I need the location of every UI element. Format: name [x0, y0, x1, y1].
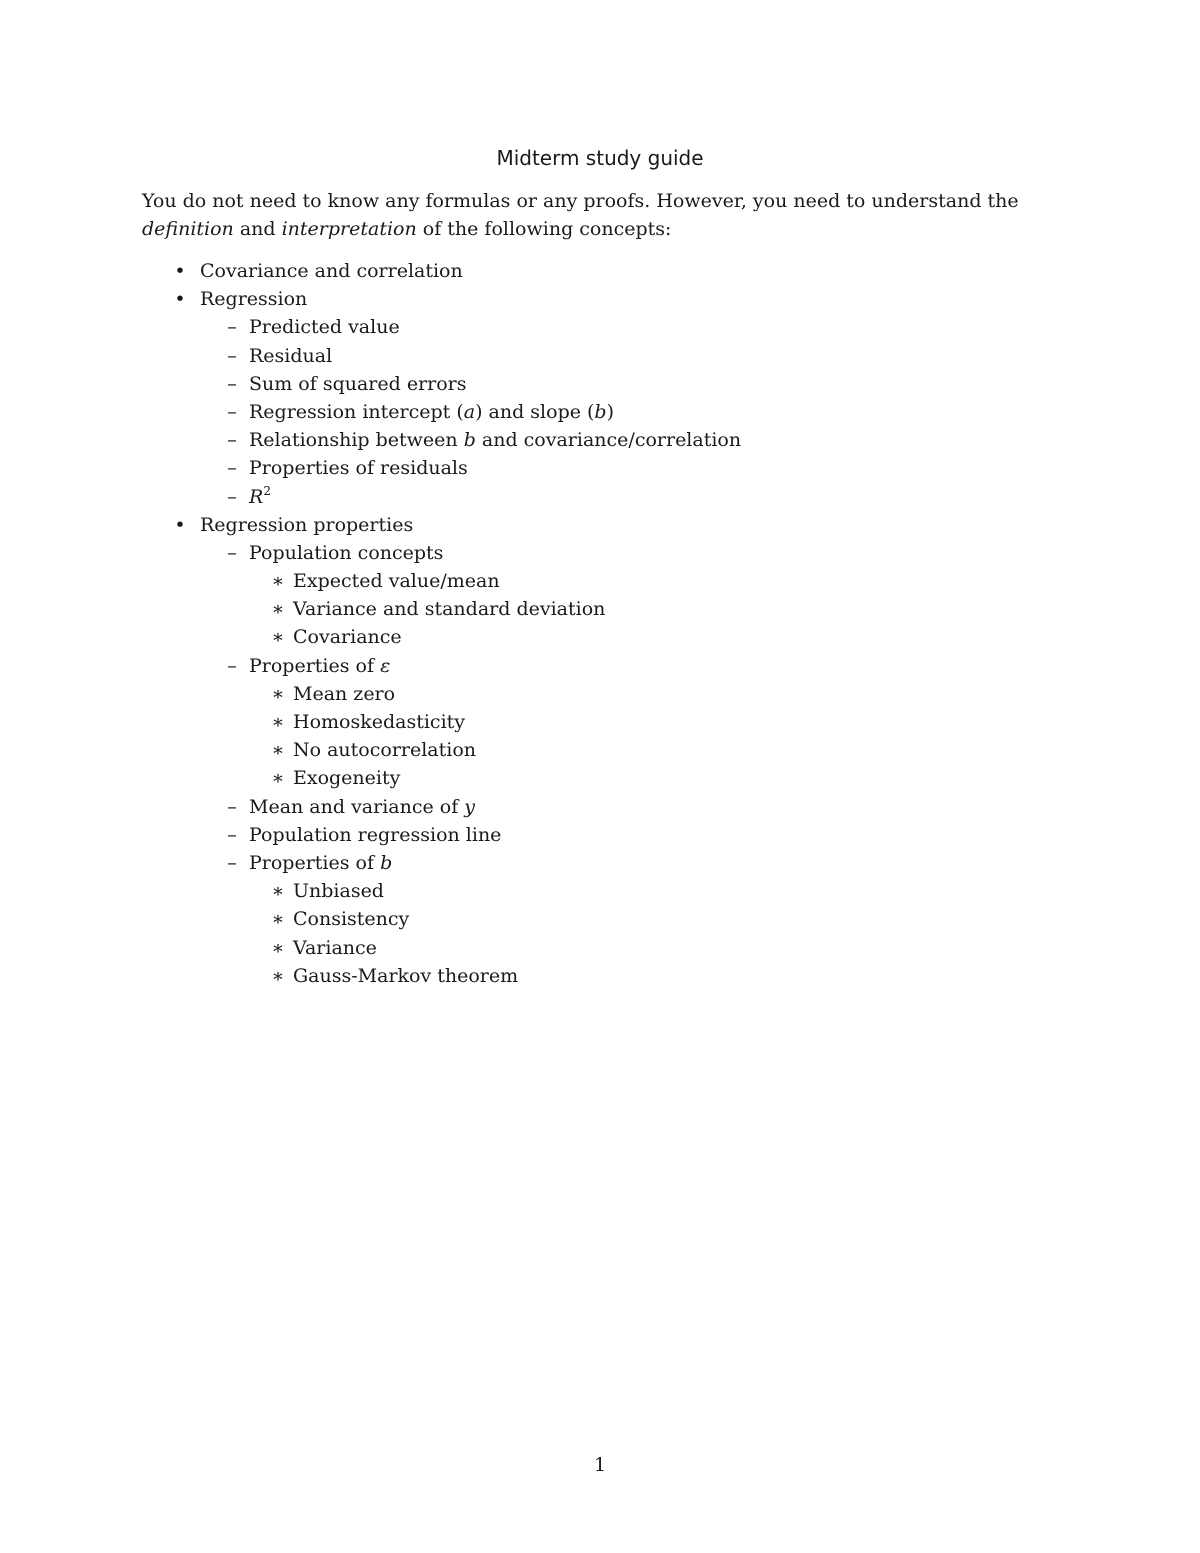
page-number: 1: [593, 1454, 607, 1476]
item-relationship-b: [249, 426, 741, 454]
item-variance-sd: Variance and standard deviation: [293, 598, 606, 621]
list-item: [142, 623, 1072, 651]
list-item: [142, 398, 1072, 426]
item-sum-squared-errors: Sum of squared errors: [249, 372, 467, 395]
list-item: [142, 595, 1072, 623]
dash-marker: –: [227, 372, 237, 395]
dash-marker: –: [227, 400, 237, 423]
item-covariance-correlation: Covariance and correlation: [200, 260, 463, 282]
star-marker: ∗: [271, 711, 285, 733]
item-homoskedasticity: Homoskedasticity: [293, 711, 466, 733]
intro-line-2-rest: of the following concepts:: [416, 218, 672, 240]
interpretation-word: interpretation: [281, 218, 417, 240]
list-item: [142, 313, 1072, 341]
item-variance: Variance: [293, 936, 377, 959]
item-predicted-value: Predicted value: [249, 316, 400, 339]
star-marker: ∗: [271, 908, 285, 931]
symbol-b: b: [594, 400, 607, 423]
list-item: [142, 680, 1072, 708]
item-regression-properties: Regression properties: [200, 513, 414, 536]
dash-marker: –: [227, 795, 237, 818]
definition-word: definition: [142, 218, 234, 240]
list-item: [142, 877, 1072, 905]
list-item: [142, 708, 1072, 736]
item-properties-b: [249, 849, 392, 877]
list-item: [142, 849, 1072, 877]
intercept-slope-mid: ) and slope (: [475, 400, 595, 423]
item-mean-variance-y: [249, 793, 475, 821]
dash-marker: –: [227, 344, 237, 367]
bullet-marker: •: [174, 260, 186, 282]
star-marker: ∗: [271, 739, 285, 762]
intercept-slope-post: ): [606, 400, 615, 423]
list-item: [142, 342, 1072, 370]
symbol-b: b: [380, 851, 393, 874]
relationship-pre: Relationship between: [249, 429, 464, 452]
item-no-autocorrelation: No autocorrelation: [293, 739, 477, 762]
star-marker: ∗: [271, 767, 285, 790]
list-item: [142, 511, 1072, 539]
concept-list: [142, 257, 1072, 990]
intercept-slope-pre: Regression intercept (: [249, 400, 464, 423]
list-item: [142, 454, 1072, 482]
list-item: [142, 285, 1072, 313]
relationship-post: and covariance/correlation: [475, 429, 742, 452]
list-item: [142, 539, 1072, 567]
item-covariance: Covariance: [293, 626, 402, 649]
dash-marker: –: [227, 823, 237, 846]
item-properties-epsilon: [249, 652, 390, 680]
list-item: [142, 483, 1072, 511]
symbol-a: a: [463, 400, 476, 423]
properties-b-pre: Properties of: [249, 851, 381, 874]
properties-epsilon-pre: Properties of: [249, 654, 381, 677]
item-properties-residuals: Properties of residuals: [249, 457, 468, 480]
dash-marker: –: [227, 457, 237, 480]
list-item: [142, 793, 1072, 821]
star-marker: ∗: [271, 964, 285, 987]
list-item: [142, 821, 1072, 849]
symbol-r: R: [249, 485, 264, 508]
symbol-y: y: [464, 795, 476, 818]
intro-paragraph: [142, 187, 1072, 243]
intro-line-1: You do not need to know any formulas or any proofs. However, you need to understand the: [142, 190, 1019, 212]
symbol-b: b: [463, 429, 476, 452]
list-item: [142, 257, 1072, 285]
bullet-marker: •: [174, 513, 186, 536]
item-population-regression-line: Population regression line: [249, 823, 502, 846]
list-item: [142, 652, 1072, 680]
star-marker: ∗: [271, 682, 285, 705]
item-population-concepts: Population concepts: [249, 541, 444, 564]
list-item: [142, 370, 1072, 398]
dash-marker: –: [227, 541, 237, 564]
item-gauss-markov: Gauss-Markov theorem: [293, 964, 519, 987]
list-item: [142, 567, 1072, 595]
mean-variance-pre: Mean and variance of: [249, 795, 465, 818]
symbol-epsilon: ε: [380, 654, 391, 677]
dash-marker: –: [227, 654, 237, 677]
intro-line-2: [142, 215, 1072, 243]
dash-marker: –: [227, 429, 237, 452]
star-marker: ∗: [271, 570, 285, 593]
bullet-marker: •: [174, 288, 186, 311]
list-item: [142, 736, 1072, 764]
star-marker: ∗: [271, 936, 285, 959]
item-regression: Regression: [200, 288, 308, 311]
list-item: [142, 962, 1072, 990]
item-mean-zero: Mean zero: [293, 682, 396, 705]
dash-marker: –: [227, 485, 237, 508]
item-r-squared: [249, 483, 271, 511]
item-intercept-slope: [249, 398, 614, 426]
item-expected-value: Expected value/mean: [293, 570, 500, 593]
page-title: Midterm study guide: [496, 146, 704, 170]
list-item: [142, 934, 1072, 962]
item-unbiased: Unbiased: [293, 880, 384, 903]
dash-marker: –: [227, 851, 237, 874]
list-item: [142, 426, 1072, 454]
and-word: and: [233, 218, 282, 240]
item-exogeneity: Exogeneity: [293, 767, 401, 790]
exponent-2: 2: [263, 483, 271, 498]
item-consistency: Consistency: [293, 908, 410, 931]
list-item: [142, 764, 1072, 792]
star-marker: ∗: [271, 880, 285, 903]
dash-marker: –: [227, 316, 237, 339]
star-marker: ∗: [271, 598, 285, 621]
list-item: [142, 905, 1072, 933]
item-residual: Residual: [249, 344, 333, 367]
star-marker: ∗: [271, 626, 285, 649]
